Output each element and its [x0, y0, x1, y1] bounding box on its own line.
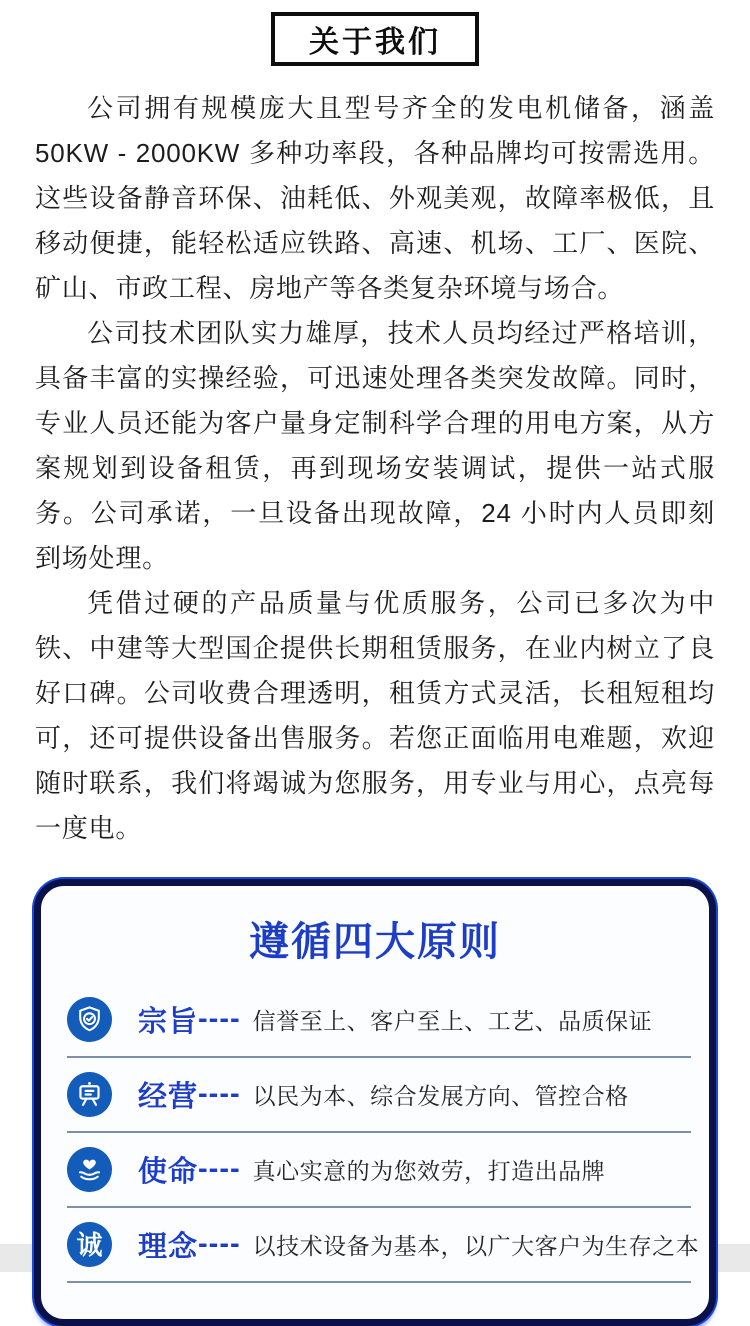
- sincerity-char-icon: [67, 1222, 112, 1267]
- about-text-block: [0, 66, 750, 851]
- principles-title: 遵循四大原则: [249, 920, 501, 964]
- row-divider: [67, 1281, 691, 1283]
- principle-row-zongzhi: [41, 983, 709, 1056]
- sincerity-character: 诚: [76, 1229, 103, 1260]
- principle-dashes: ----: [198, 1153, 241, 1185]
- presentation-board-icon: [67, 1072, 112, 1117]
- principles-panel: [34, 879, 716, 1326]
- principle-row-shiming: [41, 1133, 709, 1206]
- principle-desc: 真心实意的为您效劳，打造出品牌: [252, 1158, 606, 1184]
- heart-hands-icon: [67, 1147, 112, 1192]
- section-title-box: [271, 12, 479, 66]
- principle-desc: 信誉至上、客户至上、工艺、品质保证: [252, 1008, 653, 1034]
- principle-dashes: ----: [198, 1078, 241, 1110]
- principle-dashes: ----: [198, 1003, 241, 1035]
- shield-check-icon: [67, 997, 112, 1042]
- section-title: 关于我们: [309, 26, 441, 59]
- principle-row-linian: [41, 1208, 709, 1281]
- principle-label: 宗旨: [138, 1006, 199, 1038]
- about-paragraph: 公司技术团队实力雄厚，技术人员均经过严格培训，具备丰富的实操经验，可迅速处理各类突发故障。同时，专业人员还能为客户量身定制科学合理的用电方案，从方案规划到设备租赁，再到现场安装调试，提供一站式服务。公司承诺，一旦设备出现故障，24 小时内人员即刻到场处理。: [35, 318, 715, 573]
- principle-label: 理念: [138, 1231, 199, 1263]
- principle-row-jingying: [41, 1058, 709, 1131]
- principle-desc: 以技术设备为基本，以广大客户为生存之本: [252, 1233, 700, 1259]
- principle-desc: 以民为本、综合发展方向、管控合格: [252, 1083, 629, 1109]
- principle-label: 经营: [138, 1081, 199, 1113]
- principle-dashes: ----: [198, 1228, 241, 1260]
- principle-label: 使命: [138, 1156, 199, 1188]
- about-paragraph: 公司拥有规模庞大且型号齐全的发电机储备，涵盖50KW - 2000KW 多种功率段，各种品牌均可按需选用。这些设备静音环保、油耗低、外观美观，故障率极低，且移动便捷，能轻松适应铁路、高速、机场、工厂、医院、矿山、市政工程、房地产等各类复杂环境与场合。: [35, 93, 715, 303]
- about-paragraph: 凭借过硬的产品质量与优质服务，公司已多次为中铁、中建等大型国企提供长期租赁服务，在业内树立了良好口碑。公司收费合理透明，租赁方式灵活，长租短租均可，还可提供设备出售服务。若您正面临用电难题，欢迎随时联系，我们将竭诚为您服务，用专业与用心，点亮每一度电。: [35, 588, 715, 843]
